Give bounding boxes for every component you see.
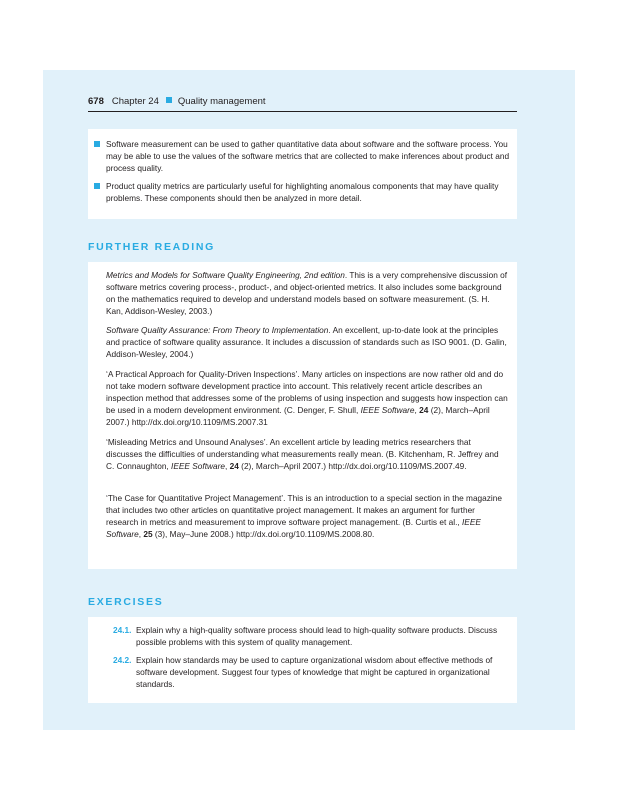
summary-bullet-text: Product quality metrics are particularly useful for highlighting anomalous components that may have quality problems. These components should then be analyzed in more detail. xyxy=(106,181,499,203)
reference-title: Metrics and Models for Software Quality Engineering, 2nd edition xyxy=(106,270,345,280)
further-reading-box xyxy=(88,262,517,569)
exercise-text: Explain why a high-quality software process should lead to high-quality software products. Discuss possible problems with this system of quality management. xyxy=(136,625,498,647)
reference-journal: IEEE Software xyxy=(360,405,415,415)
reference-journal: IEEE Software xyxy=(171,461,226,471)
reference-tail: (3), May–June 2008.) http://dx.doi.org/10.1109/MS.2008.80. xyxy=(152,529,375,539)
reference-body: ‘Misleading Metrics and Unsound Analyses’. An excellent article by leading metrics researchers that discusses the difficulties of understanding what measurements really mean. (B. Kitchenham, R. Jeffrey and C. Connaughton, xyxy=(106,437,499,471)
reference-separator: , xyxy=(138,529,144,539)
reference-volume: 24 xyxy=(229,461,239,471)
reference-volume: 25 xyxy=(143,529,153,539)
summary-bullet xyxy=(106,138,516,174)
chapter-title: Quality management xyxy=(177,96,266,107)
reference-volume: 24 xyxy=(419,405,429,415)
exercise-number: 24.1. xyxy=(113,625,132,635)
running-header xyxy=(88,96,517,112)
reference-separator: , xyxy=(225,461,230,471)
page-number: 678 xyxy=(88,96,104,107)
exercises-heading: EXERCISES xyxy=(88,596,164,608)
reference-body: . This is a very comprehensive discussion of software metrics covering process-, product-, and object-oriented metrics. It also includes some background on the mathematics required to develop and understand models based on software measurement. (S. H. Kan, Addison-Wesley, 2003.) xyxy=(106,270,508,316)
square-bullet-icon xyxy=(94,183,100,189)
reading-reference xyxy=(106,324,508,360)
exercises-box xyxy=(88,617,517,703)
exercise-text: Explain how standards may be used to capture organizational wisdom about effective methods of software development. Suggest four types of knowledge that might be captured in organizational standards. xyxy=(136,655,493,689)
summary-bullet-text: Software measurement can be used to gather quantitative data about software and the software process. You may be able to use the values of the software metrics that are collected to make inferences about product and process quality. xyxy=(106,139,510,173)
further-reading-heading: FURTHER READING xyxy=(88,241,215,253)
reference-tail: (2), March–April 2007.) http://dx.doi.org/10.1109/MS.2007.31 xyxy=(106,405,490,427)
square-bullet-icon xyxy=(166,97,172,103)
reading-reference xyxy=(106,269,508,317)
reading-reference xyxy=(106,492,508,540)
reference-title: Software Quality Assurance: From Theory to Implementation xyxy=(106,325,329,335)
chapter-label: Chapter 24 xyxy=(111,96,159,107)
exercise-number: 24.2. xyxy=(113,655,132,665)
summary-bullet xyxy=(106,180,516,204)
reference-tail: (2), March–April 2007.) http://dx.doi.org/10.1109/MS.2007.49. xyxy=(238,461,467,471)
reference-body: ‘The Case for Quantitative Project Management’. This is an introduction to a special section in the magazine that includes two other articles on quantitative project management. It makes an argument for further research in metrics and measurement to improve software project management. (B. Curtis et al., xyxy=(106,493,503,527)
summary-bullet-box xyxy=(88,129,517,219)
reading-reference xyxy=(106,436,508,472)
square-bullet-icon xyxy=(94,141,100,147)
reference-body: . An excellent, up-to-date look at the principles and practice of software quality assurance. It includes a discussion of standards such as ISO 9001. (D. Galin, Addison-Wesley, 2004.) xyxy=(106,325,507,359)
reference-journal: IEEE Software xyxy=(106,517,481,539)
reading-reference xyxy=(106,368,508,428)
reference-separator: , xyxy=(414,405,420,415)
reference-body: ‘A Practical Approach for Quality-Driven Inspections’. Many articles on inspections are now rather old and do not take modern software development practice into account. This relatively recent article describes an inspection method that addresses some of the problems of using inspection and suggests how inspection can be used in a modern development environment. (C. Denger, F. Shull, xyxy=(106,369,508,415)
